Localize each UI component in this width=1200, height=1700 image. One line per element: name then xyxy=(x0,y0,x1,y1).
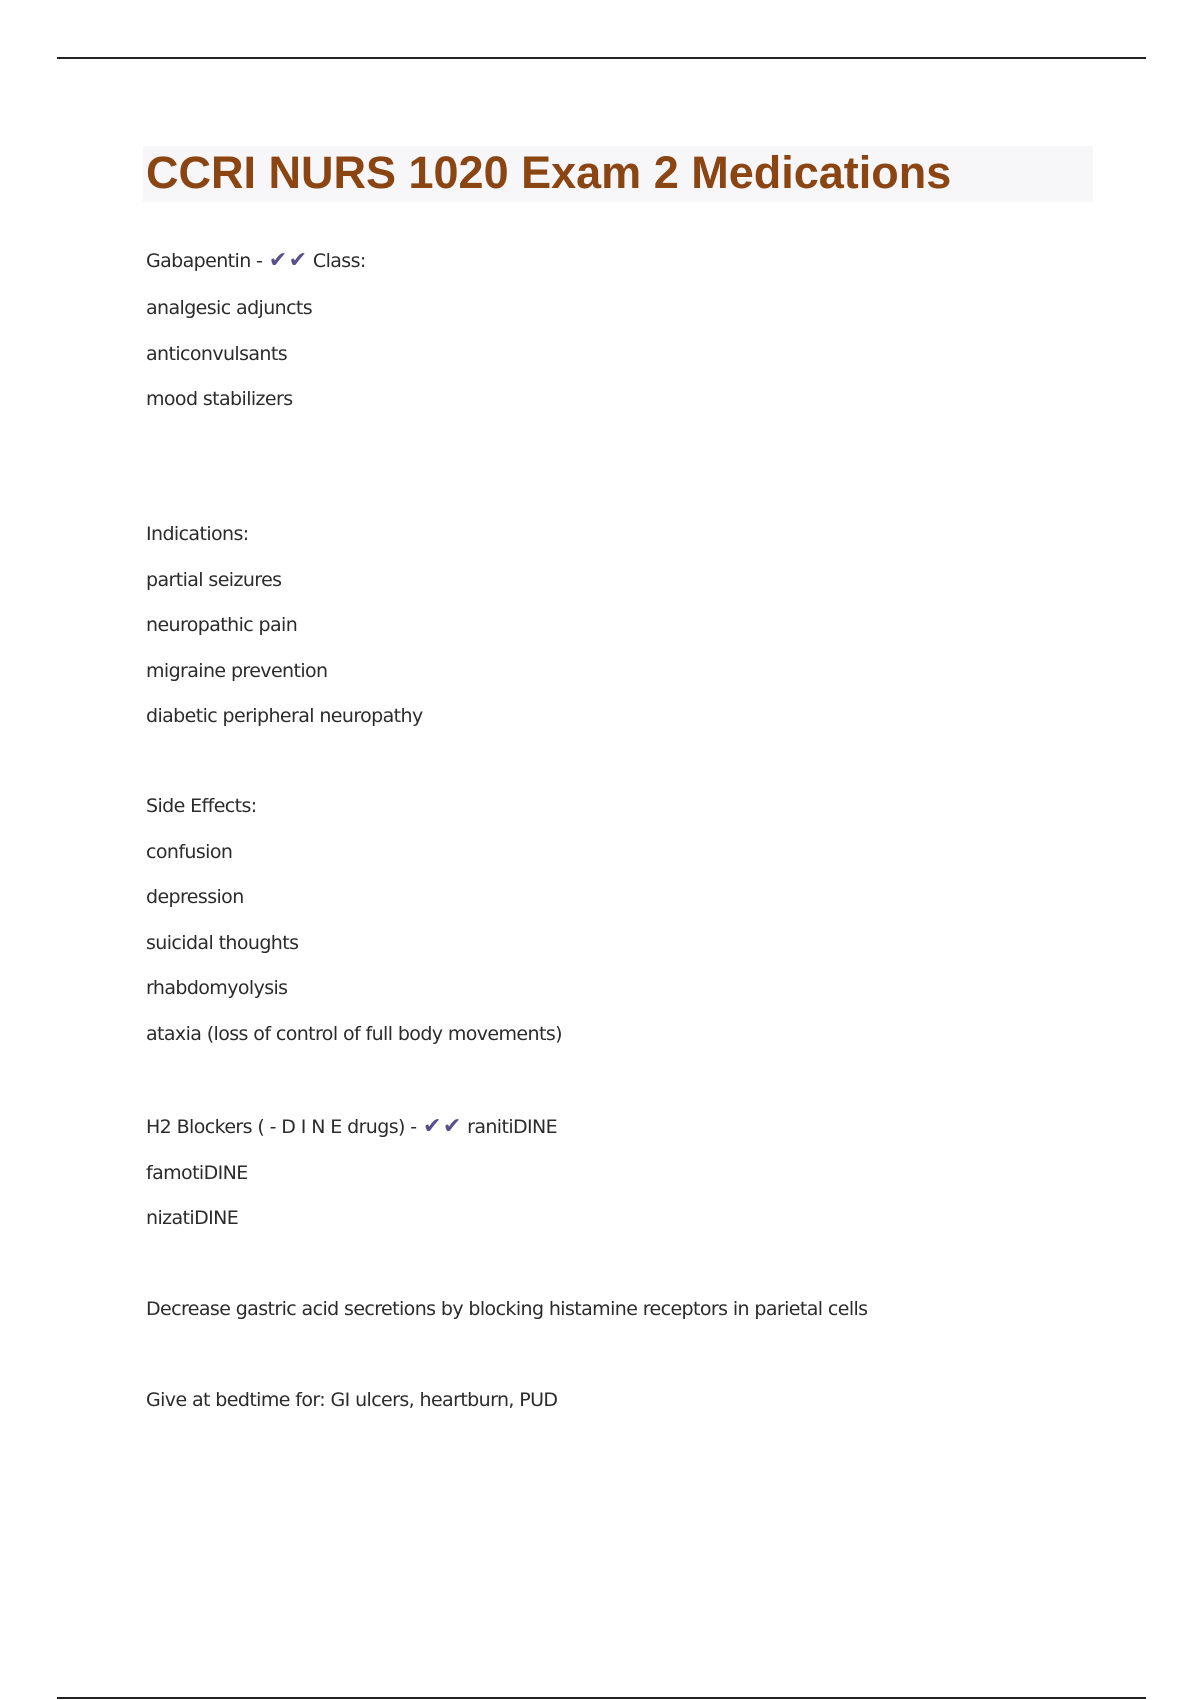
h2-drug-item: nizatiDINE xyxy=(146,1207,239,1229)
header-rule xyxy=(57,57,1146,59)
check-icon: ✔ xyxy=(442,1114,461,1139)
indication-item: neuropathic pain xyxy=(146,614,298,636)
class-item: anticonvulsants xyxy=(146,343,288,365)
indications-label: Indications: xyxy=(146,523,249,545)
gabapentin-answer-lead: Class: xyxy=(312,250,366,272)
side-effects-label: Side Effects: xyxy=(146,795,257,817)
side-effect-item: suicidal thoughts xyxy=(146,932,299,954)
footer-rule xyxy=(57,1697,1146,1699)
h2-answer-lead: ranitiDINE xyxy=(467,1116,558,1138)
h2-administration: Give at bedtime for: GI ulcers, heartburn, PUD xyxy=(146,1389,558,1411)
side-effect-item: depression xyxy=(146,886,244,908)
h2-question-line xyxy=(146,1116,557,1138)
h2-drug-item: famotiDINE xyxy=(146,1162,248,1184)
side-effect-item: rhabdomyolysis xyxy=(146,977,288,999)
indication-item: migraine prevention xyxy=(146,660,328,682)
indication-item: partial seizures xyxy=(146,569,282,591)
check-icon: ✔ xyxy=(268,248,287,273)
indication-item: diabetic peripheral neuropathy xyxy=(146,705,423,727)
check-icon: ✔ xyxy=(288,248,307,273)
class-item: mood stabilizers xyxy=(146,388,293,410)
class-item: analgesic adjuncts xyxy=(146,297,313,319)
gabapentin-question: Gabapentin - xyxy=(146,250,263,272)
h2-question: H2 Blockers ( - D I N E drugs) - xyxy=(146,1116,417,1138)
document-title: CCRI NURS 1020 Exam 2 Medications xyxy=(146,147,952,198)
h2-mechanism: Decrease gastric acid secretions by blocking histamine receptors in parietal cells xyxy=(146,1298,868,1320)
check-icon: ✔ xyxy=(422,1114,441,1139)
side-effect-item: confusion xyxy=(146,841,233,863)
side-effect-item: ataxia (loss of control of full body movements) xyxy=(146,1023,562,1045)
gabapentin-question-line xyxy=(146,250,366,272)
